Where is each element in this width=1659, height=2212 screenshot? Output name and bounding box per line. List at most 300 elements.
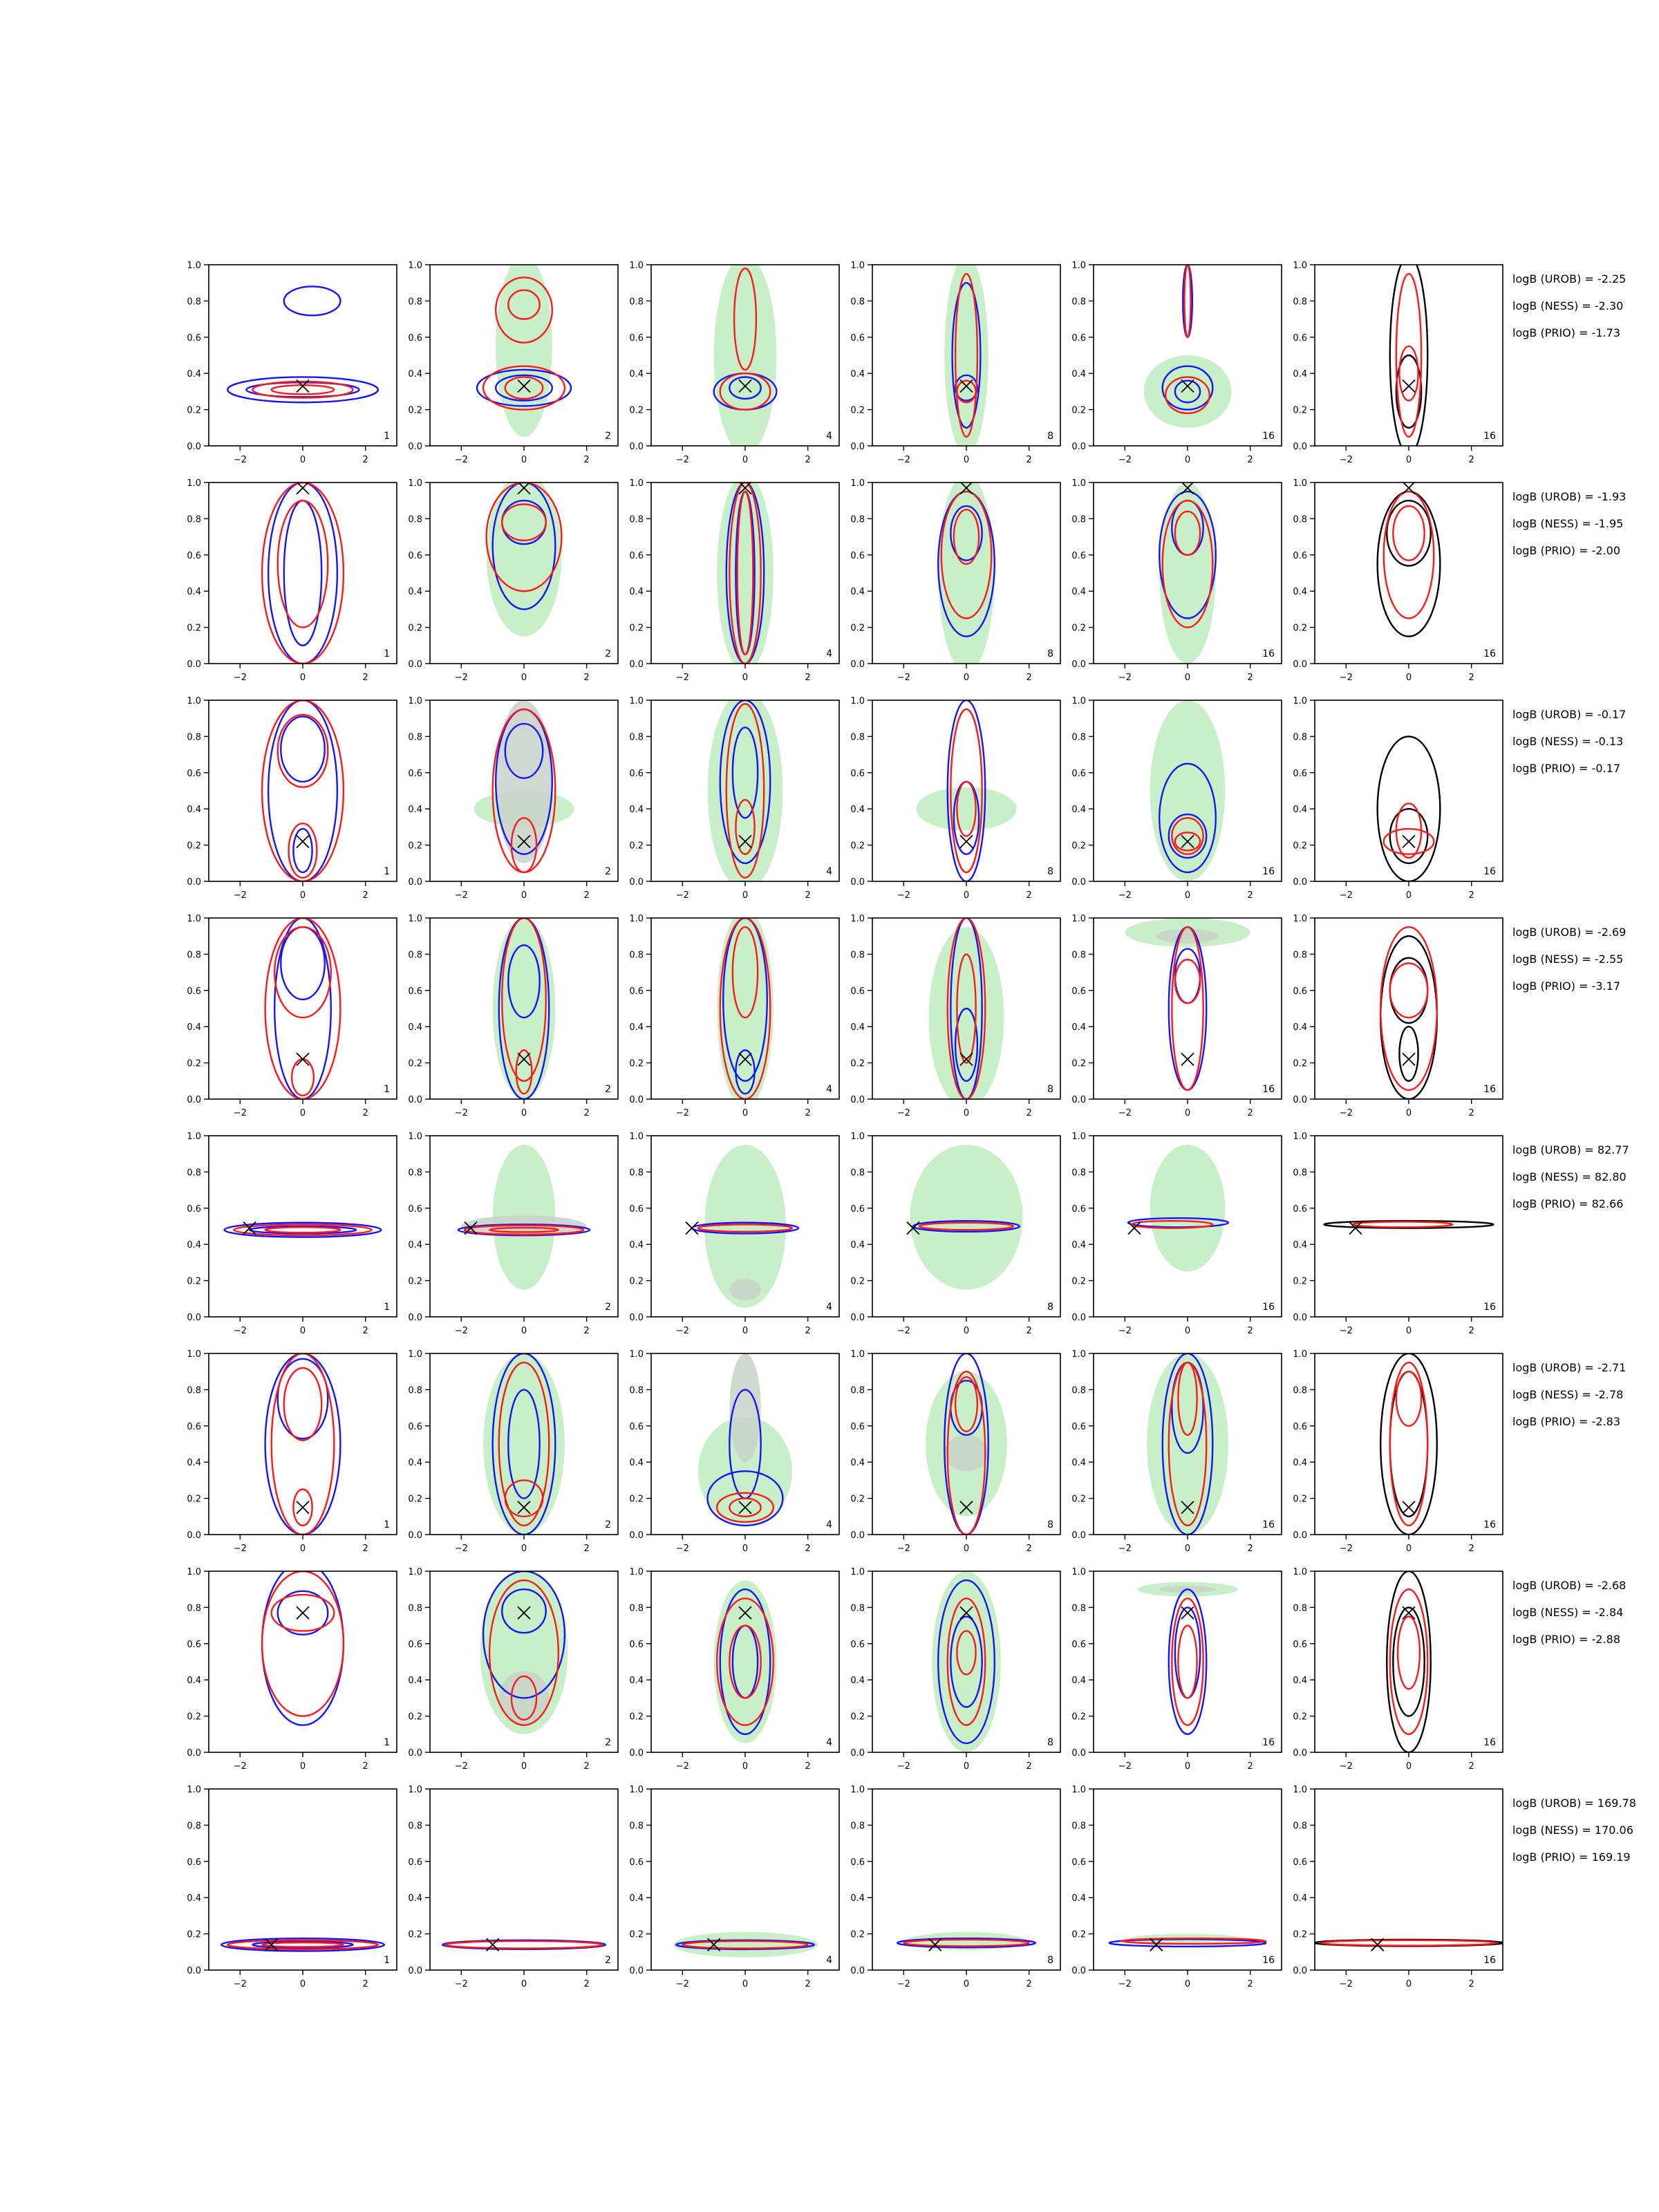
y-tick-label: 0.4 <box>408 587 422 598</box>
x-tick-label: −2 <box>897 1761 910 1772</box>
y-tick-label: 0.4 <box>1071 369 1086 380</box>
panel-r8-c4 <box>850 1785 1060 1989</box>
ness-contour <box>1321 1940 1497 1946</box>
panel-contours <box>1150 700 1226 881</box>
x-tick-label: 0 <box>1184 1326 1191 1336</box>
y-tick-label: 0.8 <box>850 514 865 525</box>
y-tick-label: 1.0 <box>850 696 865 706</box>
x-tick-label: 0 <box>521 1108 527 1118</box>
true-value-marker <box>1181 1053 1194 1065</box>
y-tick-label: 0.8 <box>408 1821 422 1832</box>
fill-region <box>708 691 783 890</box>
y-tick-label: 0.6 <box>629 768 644 779</box>
panel-r5-c2 <box>408 1132 618 1336</box>
urob-contour <box>284 500 321 646</box>
x-tick-label: −2 <box>897 1108 910 1118</box>
y-tick-label: 0.8 <box>1293 297 1307 308</box>
y-tick-label: 0.4 <box>187 587 201 598</box>
x-tick-label: −2 <box>454 1761 468 1772</box>
panel-r5-c5 <box>1071 1132 1282 1336</box>
panel-r8-c5 <box>1071 1785 1282 1989</box>
x-tick-label: 2 <box>805 890 811 901</box>
y-tick-label: 0.4 <box>187 369 201 380</box>
x-tick-label: −2 <box>897 455 910 465</box>
panel-r1-c5 <box>1071 261 1282 465</box>
y-tick-label: 0.2 <box>850 1712 865 1723</box>
y-tick-label: 1.0 <box>408 478 422 489</box>
y-tick-label: 0.4 <box>408 1240 422 1251</box>
logb-annotation: logB (UROB) = -0.17 <box>1512 708 1627 721</box>
panel-contours <box>944 256 988 455</box>
panel-contours <box>262 700 344 881</box>
x-tick-label: 0 <box>521 455 527 465</box>
x-tick-label: 2 <box>583 1108 590 1118</box>
urob-contour <box>1175 949 1200 1004</box>
panel-contours <box>483 1353 565 1535</box>
ness-contour <box>252 382 353 398</box>
y-tick-label: 0.0 <box>1071 1966 1086 1976</box>
logb-annotation: logB (UROB) = -2.68 <box>1512 1579 1627 1592</box>
x-tick-label: 2 <box>1026 1108 1032 1118</box>
y-tick-label: 0.4 <box>1071 1676 1086 1687</box>
y-tick-label: 0.2 <box>187 841 201 852</box>
x-tick-label: 2 <box>805 1761 811 1772</box>
y-tick-label: 0.2 <box>408 1276 422 1287</box>
panel-r2-c3 <box>629 474 839 683</box>
x-tick-label: −2 <box>1118 455 1132 465</box>
panel-contours <box>708 691 783 890</box>
y-tick-label: 0.6 <box>629 1857 644 1868</box>
panel-r6-c2 <box>408 1349 618 1554</box>
y-tick-label: 0.4 <box>629 369 644 380</box>
y-tick-label: 0.4 <box>629 1240 644 1251</box>
y-tick-label: 0.2 <box>850 1929 865 1940</box>
logb-annotation: logB (NESS) = -2.78 <box>1512 1388 1624 1401</box>
y-tick-label: 0.6 <box>850 332 865 344</box>
x-tick-label: −2 <box>1339 1761 1353 1772</box>
x-tick-label: 2 <box>1247 1761 1253 1772</box>
panel-r8-c1 <box>187 1785 397 1989</box>
y-tick-label: 0.2 <box>408 1712 422 1723</box>
y-tick-label: 0.2 <box>1293 1058 1307 1069</box>
panel-r6-c5 <box>1071 1349 1282 1554</box>
x-tick-label: 2 <box>362 455 368 465</box>
x-tick-label: 0 <box>1405 1761 1412 1772</box>
logb-annotation: logB (UROB) = -2.25 <box>1512 272 1627 285</box>
y-tick-label: 0.6 <box>629 1639 644 1650</box>
fill-region <box>944 256 988 455</box>
y-tick-label: 0.0 <box>850 1095 865 1105</box>
panel-contours <box>458 1145 590 1290</box>
y-tick-label: 0.4 <box>187 1240 201 1251</box>
y-tick-label: 0.0 <box>1071 659 1086 670</box>
y-tick-label: 0.4 <box>1071 805 1086 816</box>
x-tick-label: 0 <box>299 1761 306 1772</box>
y-tick-label: 1.0 <box>1071 696 1086 706</box>
panel-label: 8 <box>1047 431 1053 442</box>
y-tick-label: 0.4 <box>187 1022 201 1033</box>
logb-annotation: logB (NESS) = -2.84 <box>1512 1606 1624 1619</box>
panel-label: 8 <box>1047 1955 1053 1966</box>
y-tick-label: 0.4 <box>408 805 422 816</box>
prio-contour <box>1399 1027 1418 1081</box>
y-tick-label: 0.0 <box>187 1313 201 1323</box>
y-tick-label: 1.0 <box>629 914 644 924</box>
panel-r3-c1 <box>187 696 397 901</box>
y-tick-label: 1.0 <box>1293 478 1307 489</box>
y-tick-label: 0.8 <box>408 514 422 525</box>
panel-contours <box>477 256 571 437</box>
x-tick-label: 0 <box>521 673 527 683</box>
x-tick-label: 2 <box>1247 455 1253 465</box>
logb-annotation: logB (UROB) = 169.78 <box>1512 1797 1636 1810</box>
y-tick-label: 0.2 <box>629 1494 644 1505</box>
true-value-marker <box>297 1606 309 1619</box>
y-tick-label: 0.4 <box>629 1022 644 1033</box>
x-tick-label: 0 <box>963 1761 970 1772</box>
y-tick-label: 0.2 <box>1071 1712 1086 1723</box>
urob-contour <box>262 1562 344 1725</box>
y-tick-label: 0.2 <box>408 841 422 852</box>
x-tick-label: 2 <box>583 1544 590 1554</box>
panel-label: 4 <box>826 1955 832 1966</box>
y-tick-label: 1.0 <box>1071 1567 1086 1577</box>
panel-label: 16 <box>1483 648 1496 659</box>
y-tick-label: 0.6 <box>1293 1639 1307 1650</box>
logb-annotation: logB (PRIO) = -1.73 <box>1512 326 1620 339</box>
panel-contours <box>1380 1353 1437 1535</box>
y-tick-label: 0.8 <box>629 1385 644 1396</box>
ness-contour <box>1175 959 1200 1003</box>
panel-r1-c3 <box>629 256 839 465</box>
y-tick-label: 1.0 <box>850 1349 865 1360</box>
panel-label: 16 <box>1262 1955 1275 1966</box>
x-tick-label: 0 <box>963 890 970 901</box>
y-tick-label: 0.0 <box>1071 1748 1086 1759</box>
logb-annotation: logB (PRIO) = 82.66 <box>1512 1197 1624 1210</box>
x-tick-label: 0 <box>299 1979 306 1989</box>
x-tick-label: −2 <box>233 1326 247 1336</box>
panel-r7-c1 <box>187 1562 397 1772</box>
panel-r1-c4 <box>850 256 1060 465</box>
x-tick-label: 0 <box>1405 1326 1412 1336</box>
panel-contours <box>221 1938 384 1951</box>
y-tick-label: 1.0 <box>1071 1785 1086 1795</box>
panel-label: 2 <box>605 1302 611 1313</box>
y-tick-label: 0.4 <box>1293 587 1307 598</box>
y-tick-label: 0.2 <box>629 1712 644 1723</box>
x-tick-label: 0 <box>521 1326 527 1336</box>
y-tick-label: 0.0 <box>408 659 422 670</box>
y-tick-label: 0.6 <box>408 1639 422 1650</box>
y-tick-label: 1.0 <box>629 261 644 271</box>
panel-r4-c4 <box>850 914 1060 1118</box>
logb-annotation: logB (NESS) = 170.06 <box>1512 1824 1633 1837</box>
true-value-marker <box>1403 1501 1415 1514</box>
y-tick-label: 1.0 <box>850 1567 865 1577</box>
x-tick-label: −2 <box>233 673 247 683</box>
ness-contour <box>265 1227 341 1232</box>
logb-annotation: logB (NESS) = 82.80 <box>1512 1170 1627 1183</box>
x-tick-label: 0 <box>742 1761 749 1772</box>
logb-annotation: logB (PRIO) = 169.19 <box>1512 1850 1631 1864</box>
x-tick-label: 2 <box>362 890 368 901</box>
panel-contours <box>265 1353 341 1535</box>
y-tick-label: 1.0 <box>408 1349 422 1360</box>
x-tick-label: 2 <box>1026 455 1032 465</box>
y-tick-label: 0.6 <box>1293 1203 1307 1215</box>
y-tick-label: 0.6 <box>408 1857 422 1868</box>
y-tick-label: 0.2 <box>1071 405 1086 416</box>
panel-label: 1 <box>384 1955 390 1966</box>
y-tick-label: 0.2 <box>187 1712 201 1723</box>
x-tick-label: −2 <box>1339 455 1353 465</box>
panel-r6-c3 <box>629 1349 839 1554</box>
y-tick-label: 0.2 <box>1293 1712 1307 1723</box>
x-tick-label: 2 <box>805 1979 811 1989</box>
panel-label: 8 <box>1047 866 1053 877</box>
y-tick-label: 0.8 <box>629 514 644 525</box>
panel-r4-c5 <box>1071 914 1282 1118</box>
y-tick-label: 0.6 <box>187 986 201 997</box>
x-tick-label: 2 <box>1247 1326 1253 1336</box>
y-tick-label: 0.8 <box>1071 1821 1086 1832</box>
panel-label: 2 <box>605 431 611 442</box>
y-tick-label: 0.8 <box>1293 1385 1307 1396</box>
panel-r7-c5 <box>1071 1567 1282 1772</box>
x-tick-label: 2 <box>1247 1979 1253 1989</box>
panel-label: 16 <box>1262 431 1275 442</box>
panel-label: 1 <box>384 866 390 877</box>
y-tick-label: 0.6 <box>1293 768 1307 779</box>
logb-annotation: logB (UROB) = -2.71 <box>1512 1361 1627 1374</box>
x-tick-label: 2 <box>805 1544 811 1554</box>
y-tick-label: 0.4 <box>850 587 865 598</box>
panel-label: 16 <box>1483 1737 1496 1748</box>
panel-contours <box>442 1938 606 1951</box>
ness-contour <box>1390 1589 1427 1734</box>
y-tick-label: 0.6 <box>850 1421 865 1432</box>
y-tick-label: 0.6 <box>187 1203 201 1215</box>
x-tick-label: −2 <box>1339 1979 1353 1989</box>
ness-contour <box>1399 346 1418 401</box>
prio-contour <box>1378 491 1441 637</box>
logb-annotation: logB (PRIO) = -2.83 <box>1512 1415 1620 1428</box>
panel-label: 4 <box>826 1519 832 1530</box>
y-tick-label: 1.0 <box>1071 914 1086 924</box>
y-tick-label: 0.4 <box>1071 1893 1086 1904</box>
panel-label: 16 <box>1262 1519 1275 1530</box>
y-tick-label: 0.8 <box>187 1603 201 1614</box>
y-tick-label: 0.0 <box>1071 442 1086 452</box>
fill-region <box>717 474 774 673</box>
x-tick-label: 2 <box>583 455 590 465</box>
logb-annotation: logB (NESS) = -1.95 <box>1512 517 1624 530</box>
axes-frame <box>1315 918 1503 1099</box>
logb-annotation: logB (UROB) = -2.69 <box>1512 926 1627 939</box>
y-tick-label: 0.8 <box>1293 950 1307 961</box>
x-tick-label: 0 <box>1184 673 1191 683</box>
ness-contour <box>1178 1626 1197 1698</box>
y-tick-label: 1.0 <box>187 1132 201 1142</box>
x-tick-label: 0 <box>963 1108 970 1118</box>
x-tick-label: 2 <box>1468 1108 1474 1118</box>
y-tick-label: 0.8 <box>187 1821 201 1832</box>
urob-contour <box>281 717 324 782</box>
fill-region <box>729 1279 760 1300</box>
panel-label: 2 <box>605 648 611 659</box>
y-tick-label: 0.2 <box>408 623 422 634</box>
panel-contours <box>907 1145 1023 1290</box>
panel-contours <box>1109 1934 1266 1951</box>
x-tick-label: −2 <box>675 1326 689 1336</box>
true-value-marker <box>297 1501 309 1514</box>
x-tick-label: 2 <box>1468 1544 1474 1554</box>
y-tick-label: 0.4 <box>629 1458 644 1469</box>
x-tick-label: −2 <box>675 1979 689 1989</box>
y-tick-label: 0.0 <box>1071 1313 1086 1323</box>
y-tick-label: 1.0 <box>408 914 422 924</box>
y-tick-label: 0.8 <box>1293 1821 1307 1832</box>
y-tick-label: 0.4 <box>187 1893 201 1904</box>
x-tick-label: 2 <box>583 1326 590 1336</box>
x-tick-label: 0 <box>1184 890 1191 901</box>
y-tick-label: 1.0 <box>850 1132 865 1142</box>
panel-label: 2 <box>605 1519 611 1530</box>
true-value-marker <box>1403 1053 1415 1065</box>
panel-contours <box>714 256 777 455</box>
y-tick-label: 0.8 <box>850 950 865 961</box>
x-tick-label: 0 <box>963 673 970 683</box>
y-tick-label: 0.8 <box>187 1385 201 1396</box>
panel-label: 16 <box>1483 431 1496 442</box>
y-tick-label: 0.4 <box>850 1240 865 1251</box>
panel-contours <box>686 1145 798 1308</box>
panel-r3-c4 <box>850 696 1060 901</box>
y-tick-label: 1.0 <box>629 478 644 489</box>
ness-contour <box>1390 1362 1427 1526</box>
x-tick-label: 0 <box>299 673 306 683</box>
x-tick-label: −2 <box>233 1979 247 1989</box>
axes-frame <box>209 700 397 881</box>
y-tick-label: 0.8 <box>629 732 644 743</box>
x-tick-label: −2 <box>675 1544 689 1554</box>
panel-r5-c6 <box>1293 1132 1503 1336</box>
y-tick-label: 0.2 <box>850 405 865 416</box>
x-tick-label: −2 <box>454 455 468 465</box>
panel-contours <box>1390 256 1427 455</box>
panel-r3-c6 <box>1293 696 1503 901</box>
panel-contours <box>714 1580 777 1743</box>
panel-contours <box>1378 736 1441 881</box>
y-tick-label: 0.6 <box>850 768 865 779</box>
y-tick-label: 0.4 <box>1071 587 1086 598</box>
x-tick-label: −2 <box>1339 1544 1353 1554</box>
y-tick-label: 0.4 <box>187 805 201 816</box>
y-tick-label: 0.8 <box>408 732 422 743</box>
x-tick-label: −2 <box>454 1108 468 1118</box>
y-tick-label: 0.6 <box>1071 986 1086 997</box>
y-tick-label: 1.0 <box>1293 1132 1307 1142</box>
y-tick-label: 0.6 <box>1071 1421 1086 1432</box>
y-tick-label: 0.2 <box>629 1058 644 1069</box>
y-tick-label: 0.8 <box>1293 1168 1307 1179</box>
x-tick-label: 0 <box>1405 1979 1412 1989</box>
x-tick-label: 0 <box>963 455 970 465</box>
y-tick-label: 0.0 <box>850 1530 865 1541</box>
y-tick-label: 0.0 <box>629 877 644 888</box>
x-tick-label: 0 <box>742 1326 749 1336</box>
panel-label: 16 <box>1483 1955 1496 1966</box>
y-tick-label: 0.0 <box>1071 1095 1086 1105</box>
y-tick-label: 0.4 <box>1293 1676 1307 1687</box>
panel-label: 4 <box>826 431 832 442</box>
x-tick-label: 2 <box>362 1761 368 1772</box>
y-tick-label: 1.0 <box>408 696 422 706</box>
x-tick-label: 2 <box>1026 890 1032 901</box>
y-tick-label: 0.8 <box>629 297 644 308</box>
x-tick-label: 0 <box>299 1108 306 1118</box>
ness-contour <box>1396 803 1421 858</box>
x-tick-label: 0 <box>1184 1108 1191 1118</box>
panel-label: 2 <box>605 1955 611 1966</box>
y-tick-label: 0.6 <box>1071 1639 1086 1650</box>
x-tick-label: 0 <box>1405 673 1412 683</box>
panel-contours <box>717 474 774 673</box>
panel-label: 4 <box>826 1737 832 1748</box>
panel-r4-c1 <box>187 914 397 1118</box>
y-tick-label: 1.0 <box>1293 261 1307 271</box>
y-tick-label: 0.8 <box>408 297 422 308</box>
panel-contours <box>932 1571 1001 1752</box>
panel-contours <box>227 286 378 402</box>
panel-label: 2 <box>605 1084 611 1095</box>
x-tick-label: −2 <box>897 1979 910 1989</box>
y-tick-label: 0.2 <box>629 405 644 416</box>
x-tick-label: 2 <box>1026 1326 1032 1336</box>
panel-contours <box>265 918 341 1099</box>
x-tick-label: 0 <box>299 455 306 465</box>
urob-contour <box>281 927 324 1000</box>
y-tick-label: 0.4 <box>1071 1458 1086 1469</box>
y-tick-label: 0.0 <box>187 1095 201 1105</box>
y-tick-label: 0.0 <box>408 1095 422 1105</box>
x-tick-label: −2 <box>897 890 910 901</box>
y-tick-label: 1.0 <box>408 1785 422 1795</box>
y-tick-label: 1.0 <box>187 478 201 489</box>
y-tick-label: 0.6 <box>408 768 422 779</box>
y-tick-label: 0.2 <box>1293 1494 1307 1505</box>
x-tick-label: 0 <box>742 1544 749 1554</box>
x-tick-label: 0 <box>299 1544 306 1554</box>
x-tick-label: 2 <box>362 1108 368 1118</box>
panel-contours <box>938 474 995 673</box>
y-tick-label: 0.8 <box>187 297 201 308</box>
x-tick-label: −2 <box>1339 1108 1353 1118</box>
panel-r2-c1 <box>187 478 397 683</box>
x-tick-label: 2 <box>1468 673 1474 683</box>
y-tick-label: 0.4 <box>1293 1458 1307 1469</box>
panel-label: 1 <box>384 648 390 659</box>
y-tick-label: 0.0 <box>629 1966 644 1976</box>
y-tick-label: 0.6 <box>629 1203 644 1215</box>
x-tick-label: 2 <box>583 1761 590 1772</box>
y-tick-label: 0.8 <box>1071 732 1086 743</box>
y-tick-label: 0.8 <box>1293 514 1307 525</box>
x-tick-label: −2 <box>1339 1326 1353 1336</box>
y-tick-label: 0.0 <box>187 877 201 888</box>
y-tick-label: 0.6 <box>850 986 865 997</box>
